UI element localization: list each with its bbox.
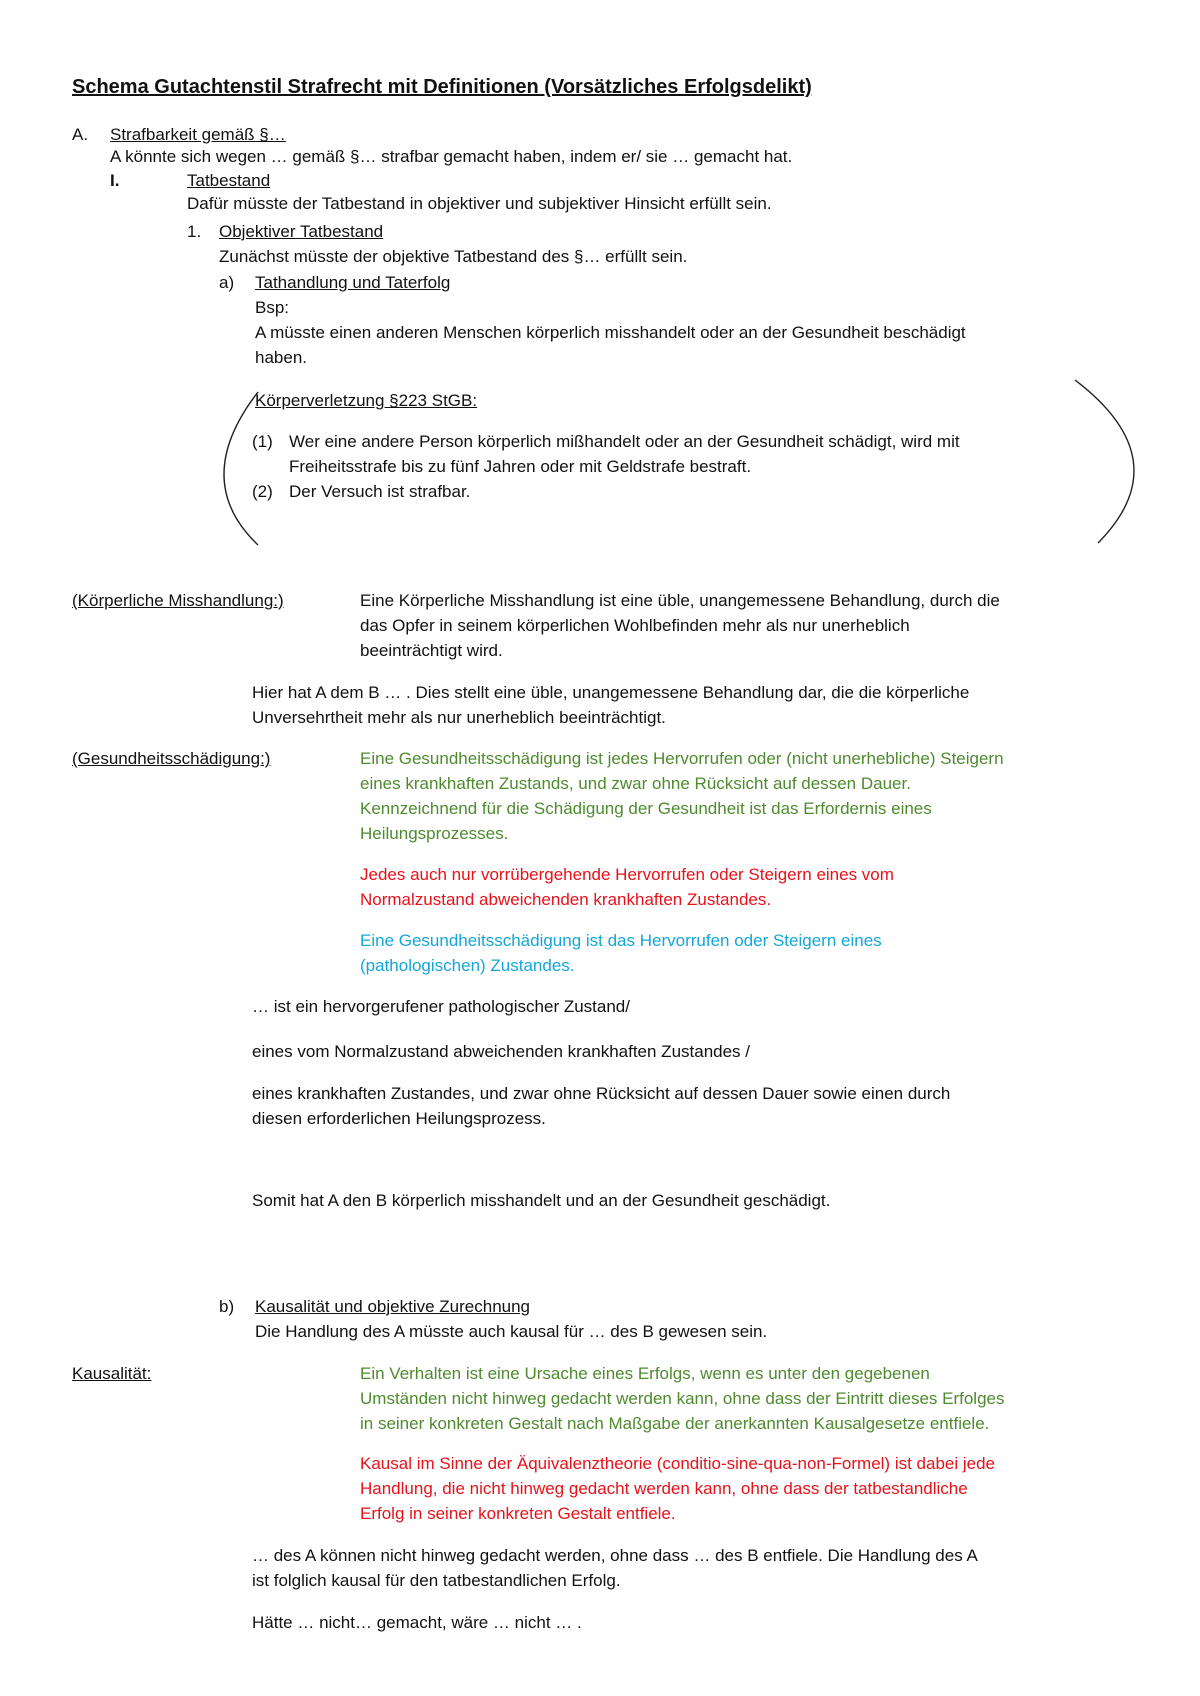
kausalitaet-application-2: Hätte … nicht… gemacht, wäre … nicht … . (252, 1613, 582, 1632)
statute-para2-marker: (2) (252, 482, 273, 501)
gesundheit-red-line: Normalzustand abweichenden krankhaften Zustandes. (360, 890, 772, 909)
kausalitaet-label: Kausalität: (72, 1364, 152, 1383)
gesundheit-conclusion: Somit hat A den B körperlich misshandelt und an der Gesundheit geschädigt. (252, 1191, 831, 1210)
section-a-intro: A könnte sich wegen … gemäß §… strafbar gemacht haben, indem er/ sie … gemacht hat. (110, 147, 793, 166)
section-i-marker: I. (110, 171, 120, 190)
section-a-small-heading: Tathandlung und Taterfolg (255, 273, 451, 292)
section-b-marker: b) (219, 1297, 235, 1316)
gesundheit-cyan-line: (pathologischen) Zustandes. (360, 956, 575, 975)
document-title: Schema Gutachtenstil Strafrecht mit Definitionen (Vorsätzliches Erfolgsdelikt) (72, 76, 812, 98)
gesundheit-green-line: Heilungsprozesses. (360, 824, 509, 843)
statute-para1-line: Wer eine andere Person körperlich mißhandelt oder an der Gesundheit schädigt, wird mit (289, 432, 960, 451)
misshandlung-definition-line: das Opfer in seinem körperlichen Wohlbefinden mehr als nur unerheblich (360, 616, 910, 635)
statute-heading: Körperverletzung §223 StGB: (255, 391, 478, 410)
gesundheit-application-3-line: diesen erforderlichen Heilungsprozess. (252, 1109, 546, 1128)
statute-para1-line: Freiheitsstrafe bis zu fünf Jahren oder mit Geldstrafe bestraft. (289, 457, 752, 476)
kausalitaet-green-line: Ein Verhalten ist eine Ursache eines Erfolgs, wenn es unter den gegebenen (360, 1364, 930, 1383)
section-i-intro: Dafür müsste der Tatbestand in objektiver und subjektiver Hinsicht erfüllt sein. (187, 194, 772, 213)
gesundheit-cyan-line: Eine Gesundheitsschädigung ist das Hervorrufen oder Steigern eines (360, 931, 882, 950)
gesundheit-application-3-line: eines krankhaften Zustandes, und zwar ohne Rücksicht auf dessen Dauer sowie einen durch (252, 1084, 951, 1103)
misshandlung-definition-line: Eine Körperliche Misshandlung ist eine üble, unangemessene Behandlung, durch die (360, 591, 1000, 610)
gesundheit-application-2: eines vom Normalzustand abweichenden krankhaften Zustandes / (252, 1042, 751, 1061)
section-b-heading: Kausalität und objektive Zurechnung (255, 1297, 531, 1316)
kausalitaet-red-line: Handlung, die nicht hinweg gedacht werden kann, ohne dass der tatbestandliche (360, 1479, 968, 1498)
gesundheit-red-line: Jedes auch nur vorrübergehende Hervorrufen oder Steigern eines vom (360, 865, 894, 884)
gesundheit-green-line: eines krankhaften Zustands, und zwar ohne Rücksicht auf dessen Dauer. (360, 774, 911, 793)
section-a-marker: A. (72, 125, 89, 144)
example-line: haben. (255, 348, 307, 367)
kausalitaet-green-line: in seiner konkreten Gestalt nach Maßgabe der anerkannten Kausalgesetze entfiele. (360, 1414, 990, 1433)
kausalitaet-red-line: Kausal im Sinne der Äquivalenztheorie (conditio-sine-qua-non-Formel) ist dabei jede (360, 1454, 996, 1473)
section-b-intro: Die Handlung des A müsste auch kausal für … des B gewesen sein. (255, 1322, 768, 1341)
gesundheit-label: (Gesundheitsschädigung:) (72, 749, 271, 768)
misshandlung-application-line: Hier hat A dem B … . Dies stellt eine üble, unangemessene Behandlung dar, die die körperliche (252, 683, 970, 702)
gesundheit-green-line: Eine Gesundheitsschädigung ist jedes Hervorrufen oder (nicht unerhebliche) Steigern (360, 749, 1004, 768)
statute-para2: Der Versuch ist strafbar. (289, 482, 471, 501)
section-a-heading: Strafbarkeit gemäß §… (110, 125, 286, 144)
kausalitaet-green-line: Umständen nicht hinweg gedacht werden kann, ohne dass der Eintritt dieses Erfolges (360, 1389, 1005, 1408)
section-1-marker: 1. (187, 222, 202, 241)
misshandlung-definition-line: beeinträchtigt wird. (360, 641, 503, 660)
section-a-small-marker: a) (219, 273, 235, 292)
bsp-label: Bsp: (255, 298, 290, 317)
section-i-heading: Tatbestand (187, 171, 271, 190)
example-line: A müsste einen anderen Menschen körperlich misshandelt oder an der Gesundheit beschädigt (255, 323, 966, 342)
section-1-heading: Objektiver Tatbestand (219, 222, 384, 241)
gesundheit-application-1: … ist ein hervorgerufener pathologischer Zustand/ (252, 997, 630, 1016)
kausalitaet-application-line: ist folglich kausal für den tatbestandlichen Erfolg. (252, 1571, 621, 1590)
misshandlung-label: (Körperliche Misshandlung:) (72, 591, 284, 610)
left-bracket-arc (224, 392, 258, 545)
statute-para1-marker: (1) (252, 432, 273, 451)
misshandlung-application-line: Unversehrtheit mehr als nur unerheblich beeinträchtigt. (252, 708, 666, 727)
section-1-intro: Zunächst müsste der objektive Tatbestand des §… erfüllt sein. (219, 247, 688, 266)
kausalitaet-red-line: Erfolg in seiner konkreten Gestalt entfiele. (360, 1504, 676, 1523)
gesundheit-green-line: Kennzeichnend für die Schädigung der Gesundheit ist das Erfordernis eines (360, 799, 932, 818)
kausalitaet-application-line: … des A können nicht hinweg gedacht werden, ohne dass … des B entfiele. Die Handlung des A (252, 1546, 978, 1565)
right-bracket-arc (1075, 380, 1134, 543)
